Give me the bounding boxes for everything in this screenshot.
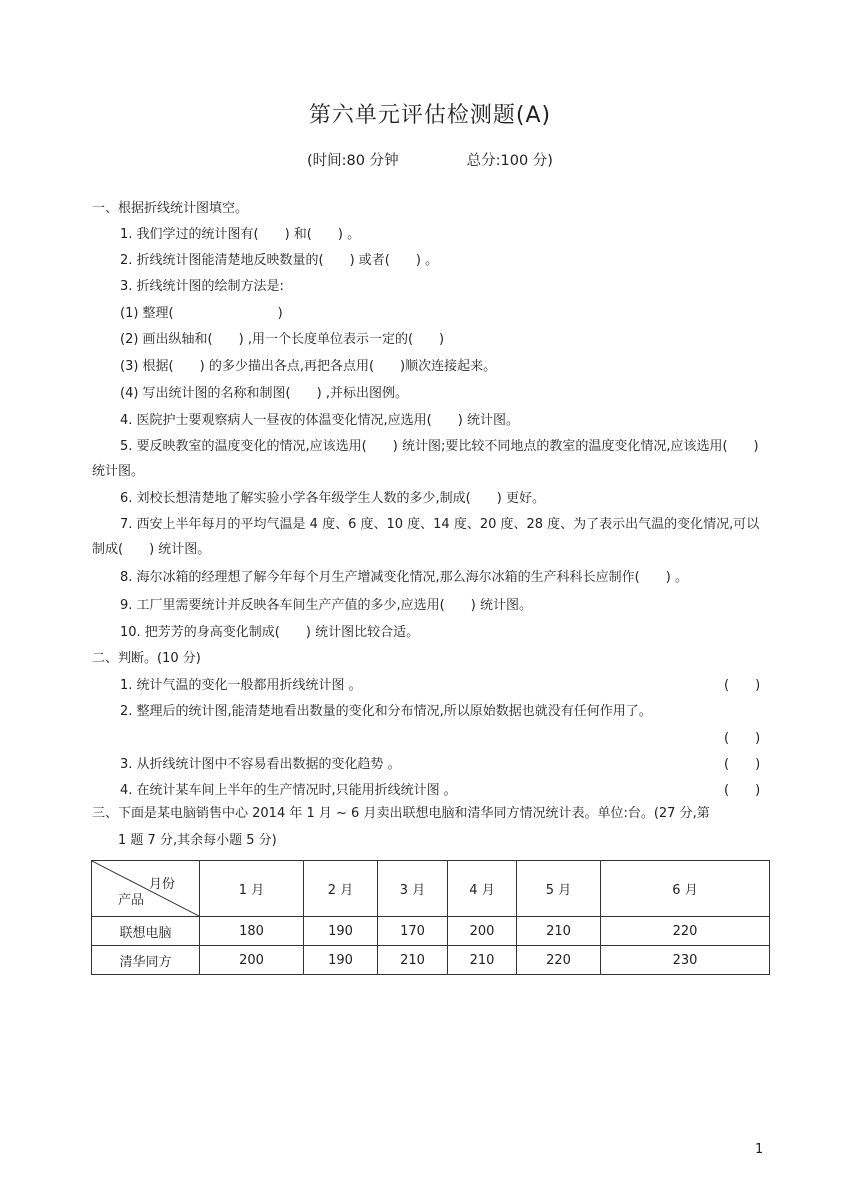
time-limit: (时间:80 分钟 xyxy=(307,153,399,169)
question-1-3-3: (3) 根据( ) 的多少描出各点,再把各点用( )顺次连接起来。 xyxy=(120,359,497,374)
question-1-3-4: (4) 写出统计图的名称和制图( ) ,并标出图例。 xyxy=(120,386,408,401)
table-cell: 220 xyxy=(601,917,770,946)
question-1-3-1: (1) 整理( ) xyxy=(120,306,283,321)
table-cell: 230 xyxy=(601,946,770,975)
diagonal-line xyxy=(92,861,199,916)
month-header: 1 月 xyxy=(200,861,304,917)
table-corner-cell xyxy=(92,861,200,917)
table-cell: 170 xyxy=(378,917,448,946)
judge-1: 1. 统计气温的变化一般都用折线统计图 。 xyxy=(120,678,362,693)
exam-info xyxy=(307,149,553,170)
question-1-5: 5. 要反映教室的温度变化的情况,应该选用( ) 统计图;要比较不同地点的教室的温度变化情况,应该选用( ) 统计图。 xyxy=(92,439,759,479)
question-1-4: 4. 医院护士要观察病人一昼夜的体温变化情况,应选用( ) 统计图。 xyxy=(120,413,519,428)
question-1-10: 10. 把芳芳的身高变化制成( ) 统计图比较合适。 xyxy=(120,625,420,640)
section3-line2: 1 题 7 分,其余每小题 5 分) xyxy=(118,833,277,848)
question-1-1: 1. 我们学过的统计图有( ) 和( ) 。 xyxy=(120,227,361,242)
total-score: 总分:100 分) xyxy=(466,153,553,169)
judge-2: 2. 整理后的统计图,能清楚地看出数量的变化和分布情况,所以原始数据也就没有任何作用了。 xyxy=(120,704,652,719)
page-number: 1 xyxy=(755,1142,764,1157)
table-row xyxy=(92,917,770,946)
table-cell: 200 xyxy=(200,946,304,975)
table-cell: 210 xyxy=(517,917,601,946)
month-header: 2 月 xyxy=(304,861,378,917)
judge-2-answer: ( ) xyxy=(724,731,761,746)
question-1-2: 2. 折线统计图能清楚地反映数量的( ) 或者( ) 。 xyxy=(120,253,439,268)
question-1-3: 3. 折线统计图的绘制方法是: xyxy=(120,279,284,294)
table-cell: 190 xyxy=(304,917,378,946)
section1-heading: 一、根据折线统计图填空。 xyxy=(92,201,249,216)
page-title: 第六单元评估检测题(A) xyxy=(308,103,552,128)
section3-heading xyxy=(92,800,774,854)
month-header: 4 月 xyxy=(448,861,517,917)
product-name: 联想电脑 xyxy=(92,917,200,946)
question-1-8: 8. 海尔冰箱的经理想了解今年每个月生产增减变化情况,那么海尔冰箱的生产科科长应制作( ) 。 xyxy=(120,570,688,585)
table-cell: 190 xyxy=(304,946,378,975)
judge-1-answer: ( ) xyxy=(724,678,761,693)
judge-3-answer: ( ) xyxy=(724,757,761,772)
sales-table xyxy=(91,860,770,975)
question-1-6: 6. 刘校长想清楚地了解实验小学各年级学生人数的多少,制成( ) 更好。 xyxy=(120,491,545,506)
table-cell: 210 xyxy=(448,946,517,975)
month-header: 6 月 xyxy=(601,861,770,917)
judge-4-answer: ( ) xyxy=(724,783,761,798)
table-header-row xyxy=(92,861,770,917)
month-header: 5 月 xyxy=(517,861,601,917)
product-name: 清华同方 xyxy=(92,946,200,975)
table-cell: 200 xyxy=(448,917,517,946)
judge-4: 4. 在统计某车间上半年的生产情况时,只能用折线统计图 。 xyxy=(120,783,457,798)
question-1-9: 9. 工厂里需要统计并反映各车间生产产值的多少,应选用( ) 统计图。 xyxy=(120,598,532,613)
section3-line1: 三、下面是某电脑销售中心 2014 年 1 月 ~ 6 月卖出联想电脑和清华同方情况统计表。单位:台。(27 分,第 xyxy=(92,806,710,821)
question-1-7: 7. 西安上半年每月的平均气温是 4 度、6 度、10 度、14 度、20 度、28 度、为了表示出气温的变化情况,可以制成( ) 统计图。 xyxy=(92,517,760,557)
corner-month-label: 月份 xyxy=(148,877,175,892)
table-row xyxy=(92,946,770,975)
month-header: 3 月 xyxy=(378,861,448,917)
judge-3: 3. 从折线统计图中不容易看出数据的变化趋势 。 xyxy=(120,757,401,772)
corner-product-label: 产品 xyxy=(118,893,145,908)
table-cell: 220 xyxy=(517,946,601,975)
question-1-3-2: (2) 画出纵轴和( ) ,用一个长度单位表示一定的( ) xyxy=(120,332,445,347)
section2-heading: 二、判断。(10 分) xyxy=(92,651,201,666)
table-cell: 180 xyxy=(200,917,304,946)
table-cell: 210 xyxy=(378,946,448,975)
